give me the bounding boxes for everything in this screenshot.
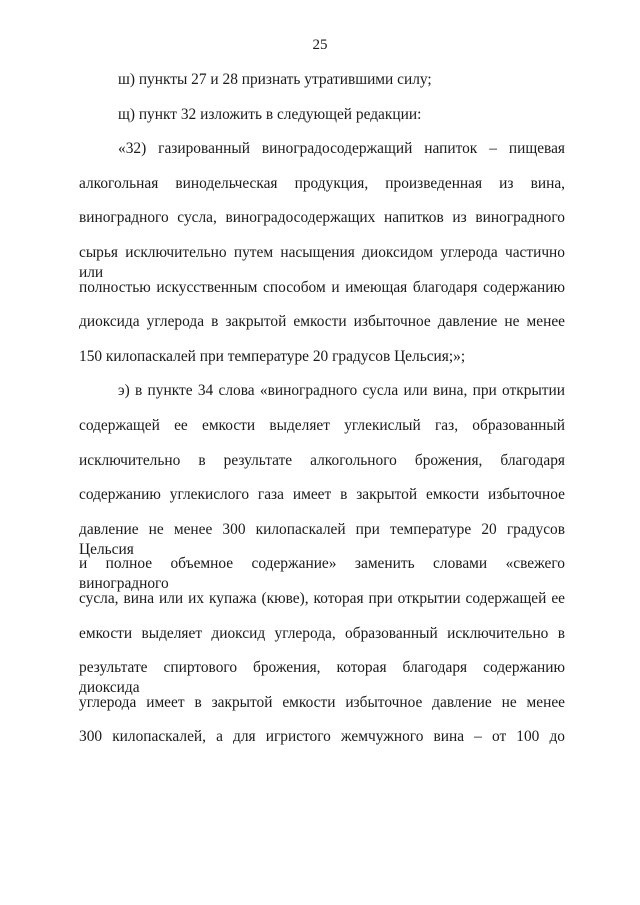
text-line: алкогольная винодельческая продукция, произведенная из вина, <box>79 174 565 192</box>
text-line: сусла, вина или их купажа (кюве), которая при открытии содержащей ее <box>79 590 565 607</box>
text-line: ш) пункты 27 и 28 признать утратившими силу; <box>118 71 432 88</box>
text-line: результате спиртового брожения, которая благодаря содержанию диоксида <box>79 659 565 697</box>
text-line: 150 килопаскалей при температуре 20 градусов Цельсия;»; <box>79 347 466 365</box>
text-line: 300 килопаскалей, а для игристого жемчужного вина – от 100 до <box>79 728 565 746</box>
text-line: виноградного сусла, виноградосодержащих напитков из виноградного <box>79 209 565 227</box>
text-line: углерода имеет в закрытой емкости избыточное давление не менее <box>79 693 565 711</box>
text-line: щ) пункт 32 изложить в следующей редакции: <box>118 105 422 123</box>
text-line: диоксида углерода в закрытой емкости избыточное давление не менее <box>79 313 565 331</box>
text-line: давление не менее 300 килопаскалей при температуре 20 градусов Цельсия <box>79 520 565 558</box>
text-line: содержащей ее емкости выделяет углекислый газ, образованный <box>79 417 565 434</box>
text-line: содержанию углекислого газа имеет в закрытой емкости избыточное <box>79 486 565 504</box>
text-line: сырья исключительно путем насыщения диоксидом углерода частично или <box>79 244 565 281</box>
text-line: исключительно в результате алкогольного брожения, благодаря <box>79 451 565 469</box>
text-line: «32) газированный виноградосодержащий напиток – пищевая <box>118 140 565 158</box>
text-line: э) в пункте 34 слова «виноградного сусла или вина, при открытии <box>118 382 565 400</box>
text-line: и полное объемное содержание» заменить словами «свежего виноградного <box>79 555 565 593</box>
page-number: 25 <box>312 37 328 53</box>
text-line: емкости выделяет диоксид углерода, образованный исключительно в <box>79 624 565 642</box>
text-line: полностью искусственным способом и имеющая благодаря содержанию <box>79 278 565 296</box>
